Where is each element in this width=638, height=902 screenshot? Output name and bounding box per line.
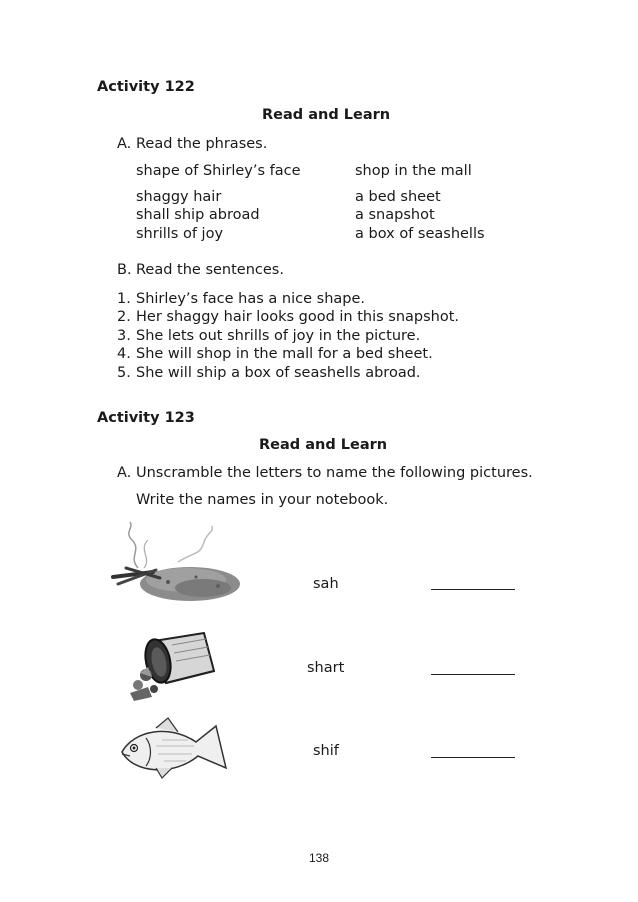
part-b-letter: B. bbox=[117, 262, 132, 278]
sentence-text: She lets out shrills of joy in the picture. bbox=[136, 328, 421, 344]
part-b-instruction: Read the sentences. bbox=[136, 262, 284, 278]
sentence-text: Shirley’s face has a nice shape. bbox=[136, 291, 365, 307]
fish-icon bbox=[116, 716, 230, 782]
answer-blank[interactable] bbox=[431, 589, 515, 590]
part-a-instruction: Unscramble the letters to name the following pictures. bbox=[136, 465, 533, 481]
trash-bin-icon bbox=[126, 627, 218, 705]
phrase-right: a box of seashells bbox=[355, 226, 485, 242]
answer-blank[interactable] bbox=[431, 674, 515, 675]
sentence-number: 5. bbox=[117, 365, 131, 381]
scrambled-word: shif bbox=[313, 743, 339, 759]
activity-122-title: Activity 122 bbox=[97, 79, 195, 95]
answer-blank[interactable] bbox=[431, 757, 515, 758]
part-a-instruction: Read the phrases. bbox=[136, 136, 268, 152]
sentence-number: 1. bbox=[117, 291, 131, 307]
ash-pile-icon bbox=[108, 522, 243, 607]
page-number: 138 bbox=[309, 851, 330, 865]
sentence-text: She will shop in the mall for a bed sheet. bbox=[136, 346, 433, 362]
part-a-letter: A. bbox=[117, 136, 132, 152]
phrase-left: shrills of joy bbox=[136, 226, 224, 242]
activity-122-subtitle: Read and Learn bbox=[262, 107, 391, 123]
phrase-right: shop in the mall bbox=[355, 163, 472, 179]
activity-123-title: Activity 123 bbox=[97, 410, 195, 426]
part-a-instruction-2: Write the names in your notebook. bbox=[136, 492, 389, 508]
phrase-right: a snapshot bbox=[355, 207, 435, 223]
sentence-text: Her shaggy hair looks good in this snapshot. bbox=[136, 309, 460, 325]
phrase-left: shaggy hair bbox=[136, 189, 222, 205]
part-a-letter: A. bbox=[117, 465, 132, 481]
sentence-number: 2. bbox=[117, 309, 131, 325]
scrambled-word: shart bbox=[307, 660, 345, 676]
scrambled-word: sah bbox=[313, 576, 339, 592]
phrase-left: shape of Shirley’s face bbox=[136, 163, 301, 179]
phrase-left: shall ship abroad bbox=[136, 207, 260, 223]
activity-123-subtitle: Read and Learn bbox=[259, 437, 388, 453]
sentence-number: 3. bbox=[117, 328, 131, 344]
phrase-right: a bed sheet bbox=[355, 189, 441, 205]
sentence-text: She will ship a box of seashells abroad. bbox=[136, 365, 421, 381]
sentence-number: 4. bbox=[117, 346, 131, 362]
